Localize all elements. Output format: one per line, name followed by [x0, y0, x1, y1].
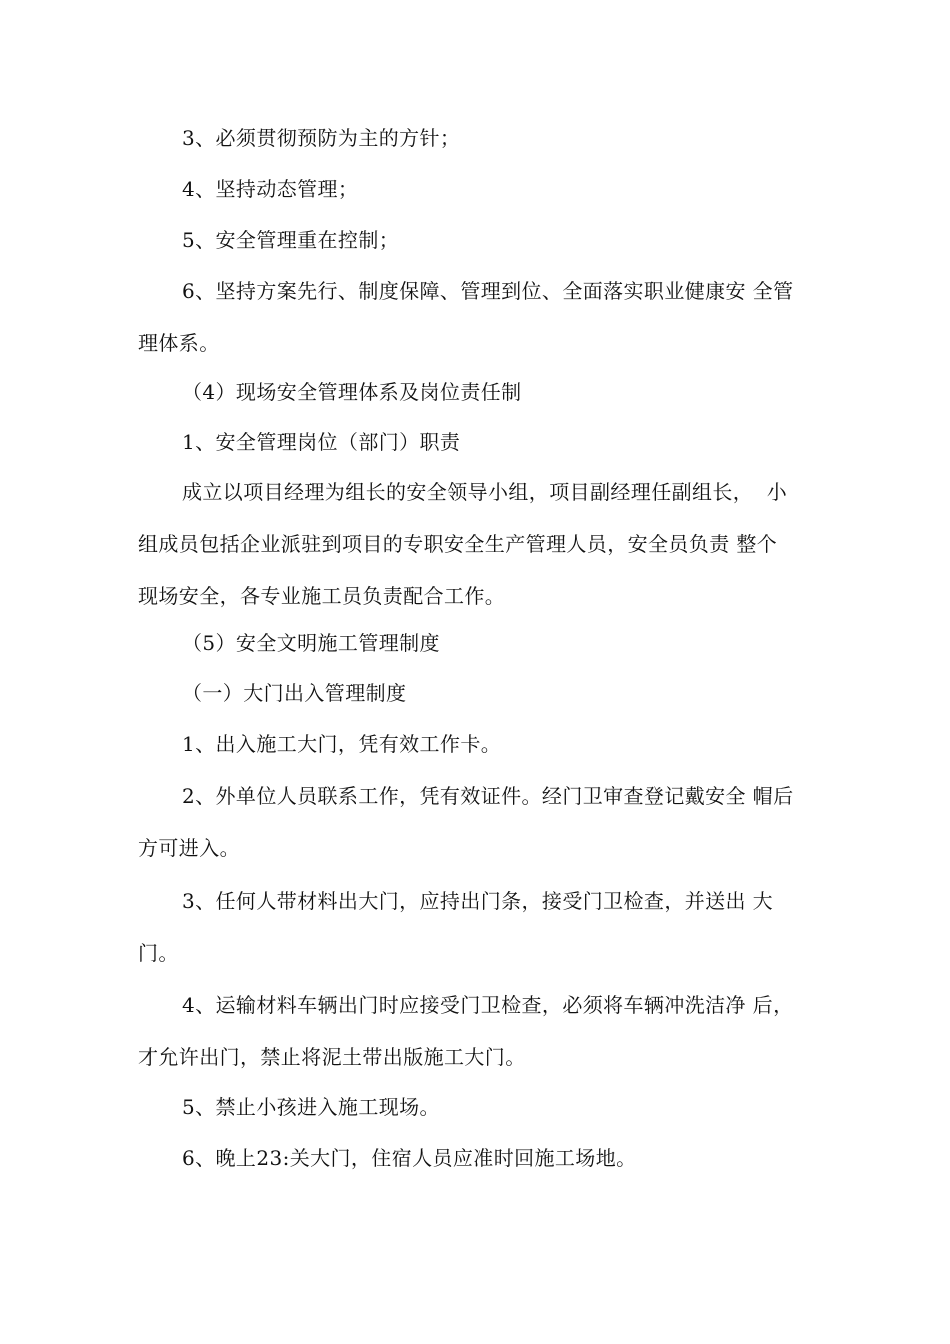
text-line: 1、出入施工大门，凭有效工作卡。: [182, 732, 502, 756]
paragraph-gate-rule-5: [138, 1081, 828, 1133]
paragraph-gate-rule-3: [138, 875, 828, 979]
text-line: 门。: [138, 941, 179, 965]
text-line: 组成员包括企业派驻到项目的专职安全生产管理人员，安全员负责 整个: [138, 532, 778, 556]
paragraph-principle-4: [138, 163, 828, 215]
paragraph-gate-rule-1: [138, 718, 828, 770]
paragraph-principle-5: [138, 214, 828, 266]
text-line: （5）安全文明施工管理制度: [182, 631, 440, 655]
paragraph-gate-rule-4: [138, 979, 828, 1083]
text-line: 6、坚持方案先行、制度保障、管理到位、全面落实职业健康安 全管: [182, 279, 794, 303]
text-line: 4、运输材料车辆出门时应接受门卫检查，必须将车辆冲洗洁净 后，: [182, 993, 794, 1017]
subheading-responsibilities: [138, 416, 828, 468]
text-line: 2、外单位人员联系工作，凭有效证件。经门卫审查登记戴安全 帽后: [182, 784, 794, 808]
text-line: 5、安全管理重在控制；: [182, 228, 400, 252]
text-line: 方可进入。: [138, 836, 240, 860]
paragraph-principle-3: [138, 112, 828, 164]
text-line: 才允许出门，禁止将泥土带出版施工大门。: [138, 1045, 526, 1069]
text-line: 3、必须贯彻预防为主的方针；: [182, 126, 461, 150]
text-line: 3、任何人带材料出大门，应持出门条，接受门卫检查，并送出 大: [182, 889, 774, 913]
paragraph-gate-rule-6: [138, 1132, 828, 1184]
text-line: 现场安全，各专业施工员负责配合工作。: [138, 584, 506, 608]
text-line: 5、禁止小孩进入施工现场。: [182, 1095, 440, 1119]
text-line: 1、安全管理岗位（部门）职责: [182, 430, 461, 454]
text-line: 理体系。: [138, 331, 220, 355]
paragraph-principle-6: [138, 265, 828, 369]
text-line: 成立以项目经理为组长的安全领导小组，项目副经理任副组长， 小: [182, 480, 788, 504]
text-line: 6、晚上23:关大门，住宿人员应准时回施工场地。: [182, 1146, 637, 1170]
text-line: （4）现场安全管理体系及岗位责任制: [182, 380, 522, 404]
subheading-gate-rules: [138, 667, 828, 719]
paragraph-gate-rule-2: [138, 770, 828, 874]
section-heading-5: [138, 617, 828, 669]
paragraph-safety-group: [138, 466, 828, 622]
section-heading-4: [138, 366, 828, 418]
text-line: （一）大门出入管理制度: [182, 681, 407, 705]
text-line: 4、坚持动态管理；: [182, 177, 359, 201]
